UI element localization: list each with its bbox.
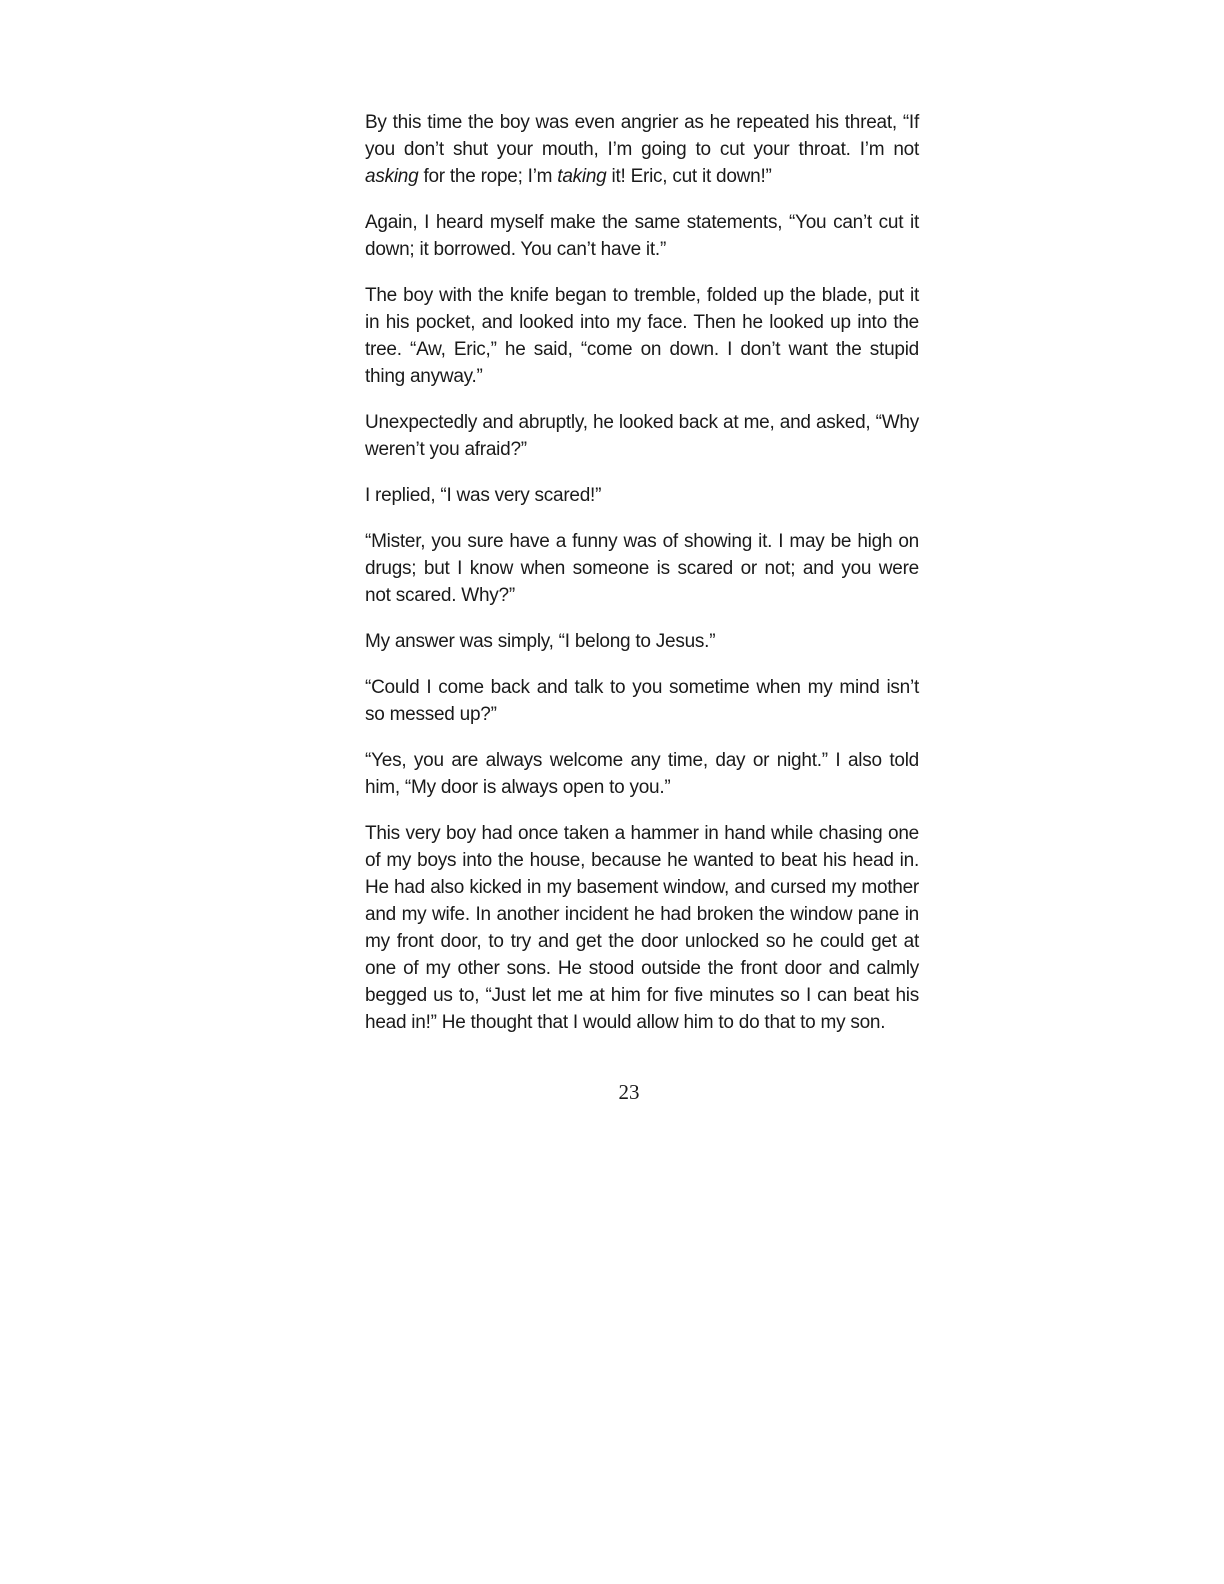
emphasis-taking: taking xyxy=(557,166,607,187)
paragraph-10: This very boy had once taken a hammer in hand while chasing one of my boys into the house, because he wanted to beat his head in. He had also kicked in my basement window, and cursed my mother and my wife. In another incident he had broken the window pane in my front door, to try and get the door unlocked so he could get at one of my other sons. He stood outside the front door and calmly begged us to, “Just let me at him for five minutes so I can beat his head in!” He thought that I would allow him to do that to my son. xyxy=(365,823,919,1033)
paragraph-7: My answer was simply, “I belong to Jesus.” xyxy=(365,631,716,652)
paragraph-6: “Mister, you sure have a funny was of showing it. I may be high on drugs; but I know when someone is scared or not; and you were not scared. Why?” xyxy=(365,531,919,606)
page-number: 23 xyxy=(618,1080,640,1104)
paragraph-3: The boy with the knife began to tremble, folded up the blade, put it in his pocket, and looked into my face. Then he looked up into the tree. “Aw, Eric,” he said, “come on down. I don’t want the stupid thing anyway.” xyxy=(365,285,919,387)
paragraph-5: I replied, “I was very scared!” xyxy=(365,485,602,506)
paragraph-2: Again, I heard myself make the same statements, “You can’t cut it down; it borrowed. You can’t have it.” xyxy=(365,212,919,260)
paragraph-1: By this time the boy was even angrier as he repeated his threat, “If you don’t shut your mouth, I’m going to cut your throat. I’m not asking for the rope; I’m taking it! Eric, cut it down!” xyxy=(365,112,919,187)
paragraph-9: “Yes, you are always welcome any time, day or night.” I also told him, “My door is always open to you.” xyxy=(365,750,919,798)
emphasis-asking: asking xyxy=(365,166,419,187)
body-text xyxy=(365,109,919,1055)
paragraph-4: Unexpectedly and abruptly, he looked back at me, and asked, “Why weren’t you afraid?” xyxy=(365,412,919,460)
paragraph-8: “Could I come back and talk to you sometime when my mind isn’t so messed up?” xyxy=(365,677,919,725)
